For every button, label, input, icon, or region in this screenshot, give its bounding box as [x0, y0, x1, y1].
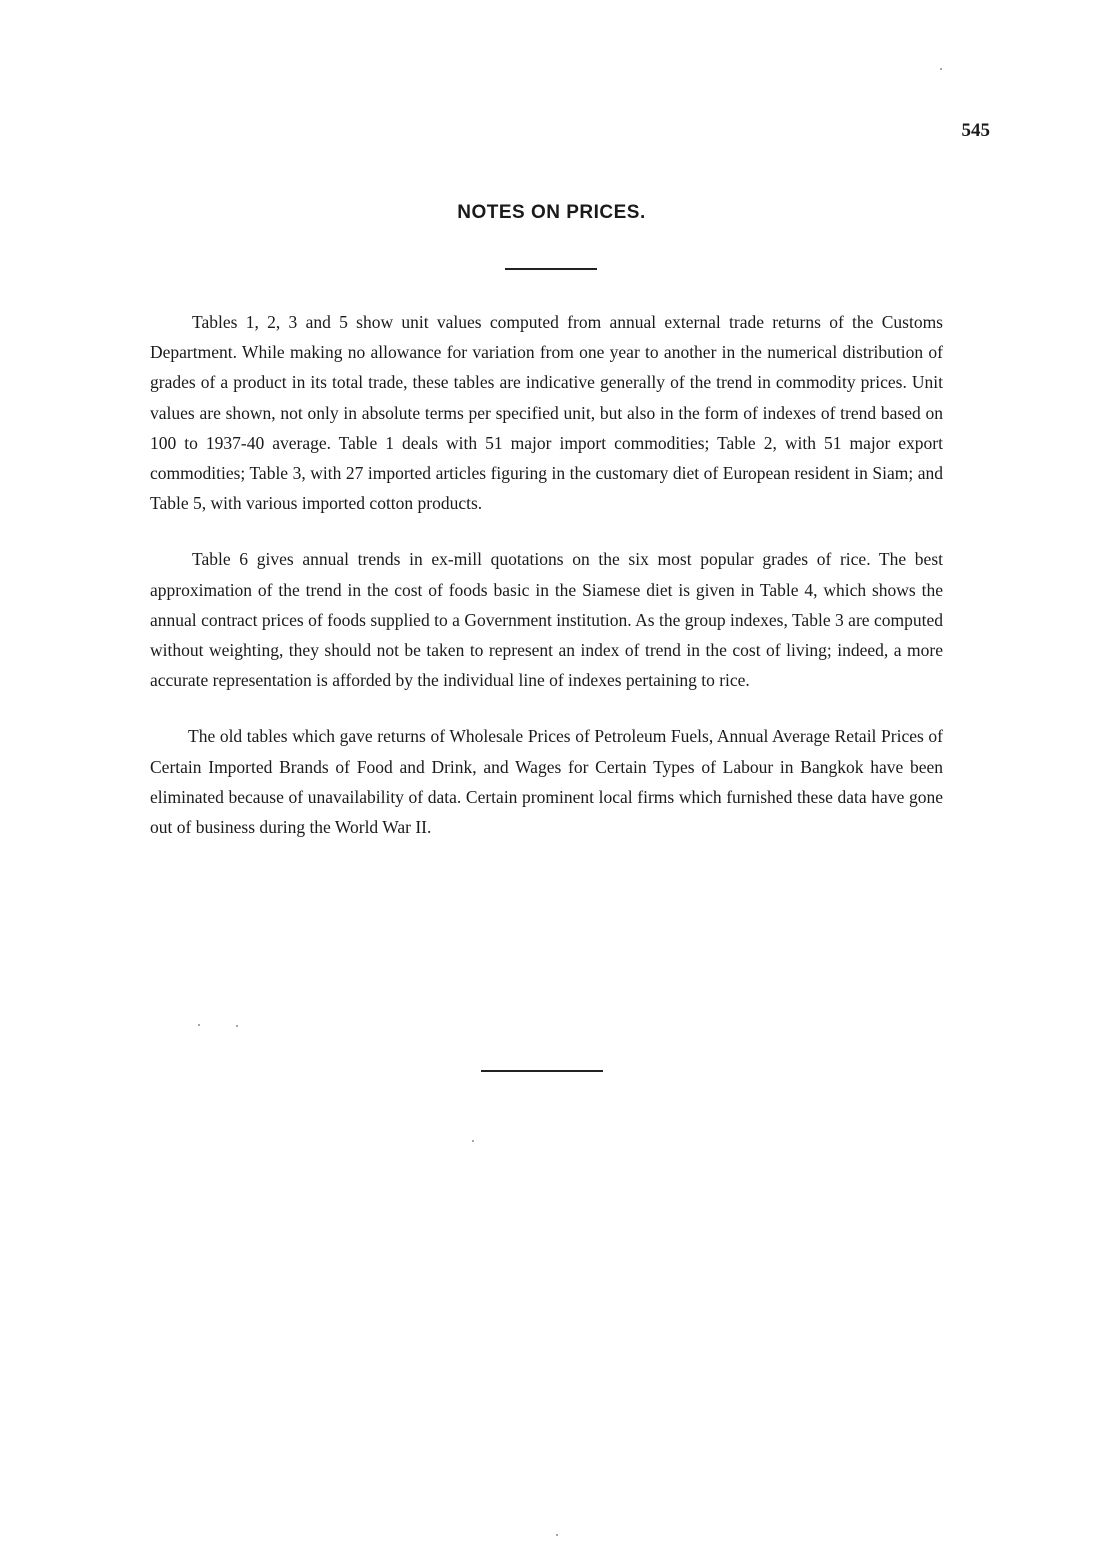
- paragraph-old-tables: The old tables which gave returns of Wholesale Prices of Petroleum Fuels, Annual Average Retail Prices of Certain Imported Brands of Food and Drink, and Wages for Certain Types of Labour in Bangkok have been eliminated because of unavailability of data. Certain prominent local firms which furnished these data have gone out of business during the World War II.: [150, 726, 943, 838]
- scan-speck: [236, 1025, 238, 1027]
- scan-speck: [472, 1140, 474, 1142]
- page-title: NOTES ON PRICES.: [457, 202, 646, 223]
- end-rule: [481, 1070, 603, 1072]
- scan-speck: [940, 68, 942, 70]
- scan-speck: [556, 1534, 558, 1536]
- title-rule: [505, 268, 597, 270]
- scan-speck: [198, 1024, 200, 1026]
- body-text: [150, 307, 943, 868]
- page-number: 545: [961, 120, 990, 141]
- paragraph-rice-quotations: Table 6 gives annual trends in ex-mill quotations on the six most popular grades of rice. The best approximation of the trend in the cost of foods basic in the Siamese diet is given in Table 4, which shows the annual contract prices of foods supplied to a Government institution. As the group indexes, Table 3 are computed without weighting, they should not be taken to represent an index of trend in the cost of living; indeed, a more accurate representation is afforded by the individual line of indexes pertaining to rice.: [150, 549, 943, 691]
- paragraph-tables-unit-values: Tables 1, 2, 3 and 5 show unit values computed from annual external trade returns of the Customs Department. While making no allowance for variation from one year to another in the numerical distribution of grades of a product in its total trade, these tables are indicative generally of the trend in commodity prices. Unit values are shown, not only in absolute terms per specified unit, but also in the form of indexes of trend based on 100 to 1937-40 average. Table 1 deals with 51 major import commodities; Table 2, with 51 major export commodities; Table 3, with 27 imported articles figuring in the customary diet of European resident in Siam; and Table 5, with various imported cotton products.: [150, 312, 943, 514]
